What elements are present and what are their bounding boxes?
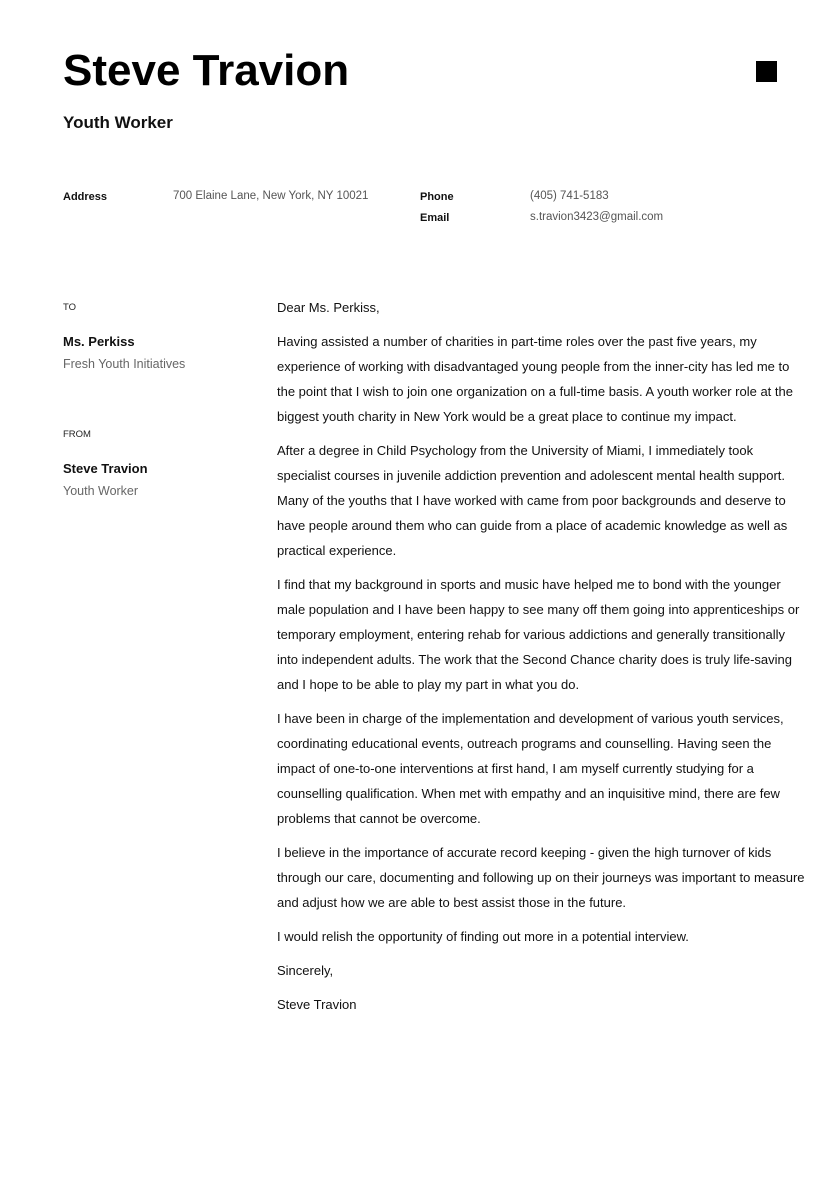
paragraph-line: specialist courses in juvenile addiction prevention and adolescent mental health support. <box>277 468 786 483</box>
address-label: Address <box>63 191 108 203</box>
paragraph-line: problems that cannot be overcome. <box>277 811 481 826</box>
paragraph-line: coordinating educational events, outreach programs and counselling. Having seen the <box>277 736 772 751</box>
letter-paragraph <box>277 924 787 949</box>
phone-label: Phone <box>420 191 454 203</box>
sender-title: Youth Worker <box>63 484 139 498</box>
letter-body <box>277 295 805 1026</box>
greeting: Dear Ms. Perkiss, <box>277 300 380 315</box>
email-label: Email <box>420 212 450 224</box>
sender-name: Steve Travion <box>63 461 148 476</box>
closing: Sincerely, <box>277 963 334 978</box>
paragraph-line: into independent adults. The work that the Second Chance charity does is truly life-saving <box>277 652 793 667</box>
paragraph-line: I have been in charge of the implementation and development of various youth services, <box>277 711 784 726</box>
letter-paragraph <box>277 329 793 429</box>
letter-paragraph <box>277 438 787 563</box>
job-title: Youth Worker <box>63 113 173 132</box>
paragraph-line: temporary employment, entering rehab for various addictions and generally transitionally <box>277 627 785 642</box>
paragraph-line: counselling qualification. When met with empathy and an inquisitive mind, there are few <box>277 786 780 801</box>
recipient-organization: Fresh Youth Initiatives <box>63 357 186 371</box>
paragraph-line: the point that I wish to join one organization on a full-time basis. A youth worker role at the <box>277 384 793 399</box>
square-logo-icon <box>756 61 777 82</box>
email-value: s.travion3423@gmail.com <box>530 211 664 223</box>
applicant-name: Steve Travion <box>63 46 350 95</box>
paragraph-line: I find that my background in sports and music have helped me to bond with the younger <box>277 577 781 592</box>
address-value: 700 Elaine Lane, New York, NY 10021 <box>173 190 369 202</box>
paragraph-line: practical experience. <box>277 543 397 558</box>
paragraph-line: and I hope to be able to play my part in what you do. <box>277 677 580 692</box>
letter-paragraph <box>277 572 800 697</box>
from-label: FROM <box>63 429 91 440</box>
paragraph-line: and adjust how we are able to best assist those in the future. <box>277 895 627 910</box>
paragraph-line: impact of one-to-one interventions at first hand, I am myself currently studying for a <box>277 761 754 776</box>
to-label: TO <box>63 302 77 313</box>
paragraph-line: male population and I have been happy to see many off them going into apprenticeships or <box>277 602 800 617</box>
paragraph-line: I believe in the importance of accurate record keeping - given the high turnover of kids <box>277 845 772 860</box>
letter-paragraph <box>277 840 805 915</box>
paragraph-line: Many of the youths that I have worked with came from poor backgrounds and deserve to <box>277 493 786 508</box>
paragraph-line: experience of working with disadvantaged young people from the inner-city has led me to <box>277 359 790 374</box>
recipient-name: Ms. Perkiss <box>63 334 135 349</box>
signature: Steve Travion <box>277 997 357 1012</box>
paragraph-line: After a degree in Child Psychology from the University of Miami, I immediately took <box>277 443 754 458</box>
paragraph-line: have people around them who can guide from a place of academic knowledge as well as <box>277 518 788 533</box>
paragraph-line: biggest youth charity in New York would be a great place to continue my impact. <box>277 409 737 424</box>
phone-value: (405) 741-5183 <box>530 190 609 202</box>
paragraph-line: I would relish the opportunity of finding out more in a potential interview. <box>277 929 689 944</box>
letter-paragraph <box>277 706 787 831</box>
paragraph-line: Having assisted a number of charities in part-time roles over the past five years, my <box>277 334 757 349</box>
paragraph-line: through our care, documenting and following up on their journeys was important to measure <box>277 870 805 885</box>
